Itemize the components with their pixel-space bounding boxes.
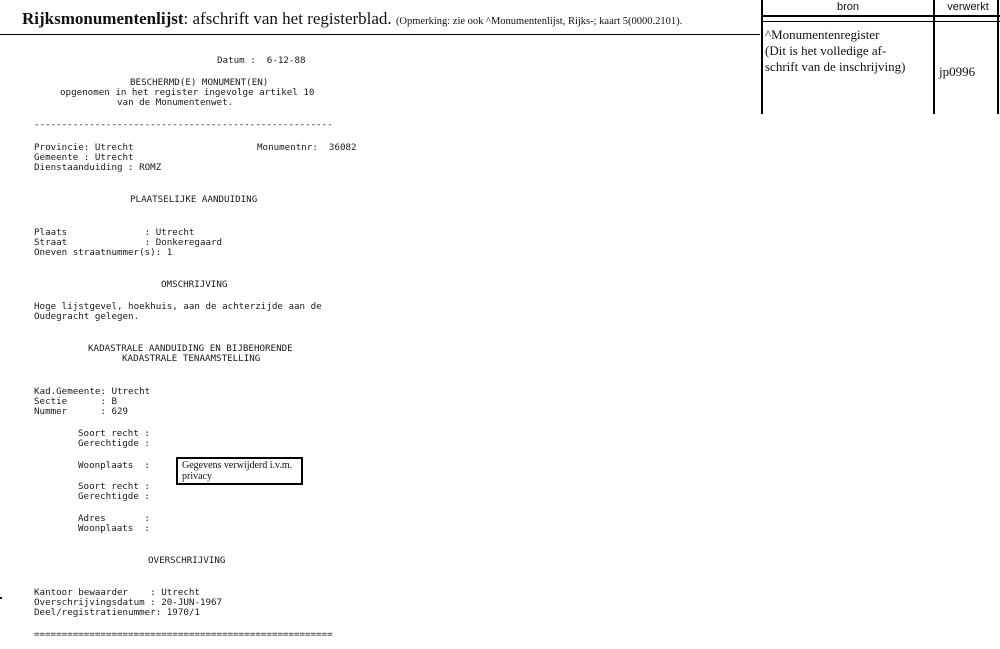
heading-line-1: BESCHERMD(E) MONUMENT(EN)	[130, 77, 269, 88]
straat-line: Straat : Donkeregaard	[34, 237, 223, 248]
section-heading-overschrijving: OVERSCHRIJVING	[148, 555, 226, 566]
soort-recht-line: Soort recht :	[78, 428, 150, 439]
table-divider-middle	[933, 0, 935, 114]
gerechtigde-line: Gerechtigde :	[78, 491, 150, 502]
table-header-rule	[761, 15, 1000, 17]
column-header-bron: bron	[836, 1, 860, 13]
title-note: (Opmerking: zie ook ^Monumentenlijst, Rijks-; kaart 5(0000.2101).	[395, 16, 683, 27]
table-divider-left	[761, 0, 763, 114]
gerechtigde-line: Gerechtigde :	[78, 438, 150, 449]
oneven-line: Oneven straatnummer(s): 1	[34, 247, 173, 258]
woonplaats-line: Woonplaats :	[78, 523, 150, 534]
adres-line: Adres :	[78, 513, 150, 524]
deel-line: Deel/registratienummer: 1970/1	[34, 607, 200, 618]
table-divider-right	[997, 0, 999, 114]
monumentnr-line: Monumentnr: 36082	[257, 142, 357, 153]
column-header-verwerkt: verwerkt	[947, 1, 989, 13]
woonplaats-line: Woonplaats :	[78, 460, 150, 471]
section-heading-omschrijving: OMSCHRIJVING	[161, 279, 228, 290]
sectie-line: Sectie : B	[34, 396, 117, 407]
overschrijvingsdatum-line: Overschrijvingsdatum : 20-JUN-1967	[34, 597, 223, 608]
bron-line: schrift van de inschrijving)	[765, 59, 906, 74]
dashed-rule: ------------------------------------------------------	[34, 119, 333, 130]
heading-line-2: opgenomen in het register ingevolge artikel 10	[60, 87, 315, 98]
provincie-line: Provincie: Utrecht	[34, 142, 134, 153]
datum-line: Datum : 6-12-88	[217, 55, 306, 66]
scan-speck	[0, 597, 2, 599]
section-heading-plaatselijke: PLAATSELIJKE AANDUIDING	[130, 194, 258, 205]
bron-line: ^Monumentenregister	[765, 27, 880, 42]
title-rest: : afschrift van het registerblad.	[183, 9, 392, 28]
bron-line: (Dit is het volledige af-	[765, 43, 887, 58]
soort-recht-line: Soort recht :	[78, 481, 150, 492]
section-heading-kadaster-2: KADASTRALE TENAAMSTELLING	[122, 353, 261, 364]
dienstaanduiding-line: Dienstaanduiding : ROMZ	[34, 162, 162, 173]
omschrijving-line-1: Hoge lijstgevel, hoekhuis, aan de achterzijde aan de	[34, 301, 322, 312]
kantoor-line: Kantoor bewaarder : Utrecht	[34, 587, 200, 598]
header-rule	[0, 34, 760, 35]
omschrijving-line-2: Oudegracht gelegen.	[34, 311, 140, 322]
verwerkt-cell: jp0996	[939, 64, 976, 79]
title-bold: Rijksmonumentenlijst	[22, 9, 184, 28]
double-rule: ======================================================	[34, 629, 333, 640]
heading-line-3: van de Monumentenwet.	[117, 97, 234, 108]
privacy-redaction-box: Gegevens verwijderd i.v.m. privacy	[176, 457, 303, 485]
nummer-line: Nummer : 629	[34, 406, 129, 417]
plaats-line: Plaats : Utrecht	[34, 227, 195, 238]
gemeente-line: Gemeente : Utrecht	[34, 152, 134, 163]
bron-cell	[765, 27, 931, 75]
table-header-rule-2	[761, 21, 1000, 22]
kad-gemeente-line: Kad.Gemeente: Utrecht	[34, 386, 151, 397]
section-heading-kadaster-1: KADASTRALE AANDUIDING EN BIJBEHORENDE	[88, 343, 293, 354]
page-title	[22, 9, 682, 29]
